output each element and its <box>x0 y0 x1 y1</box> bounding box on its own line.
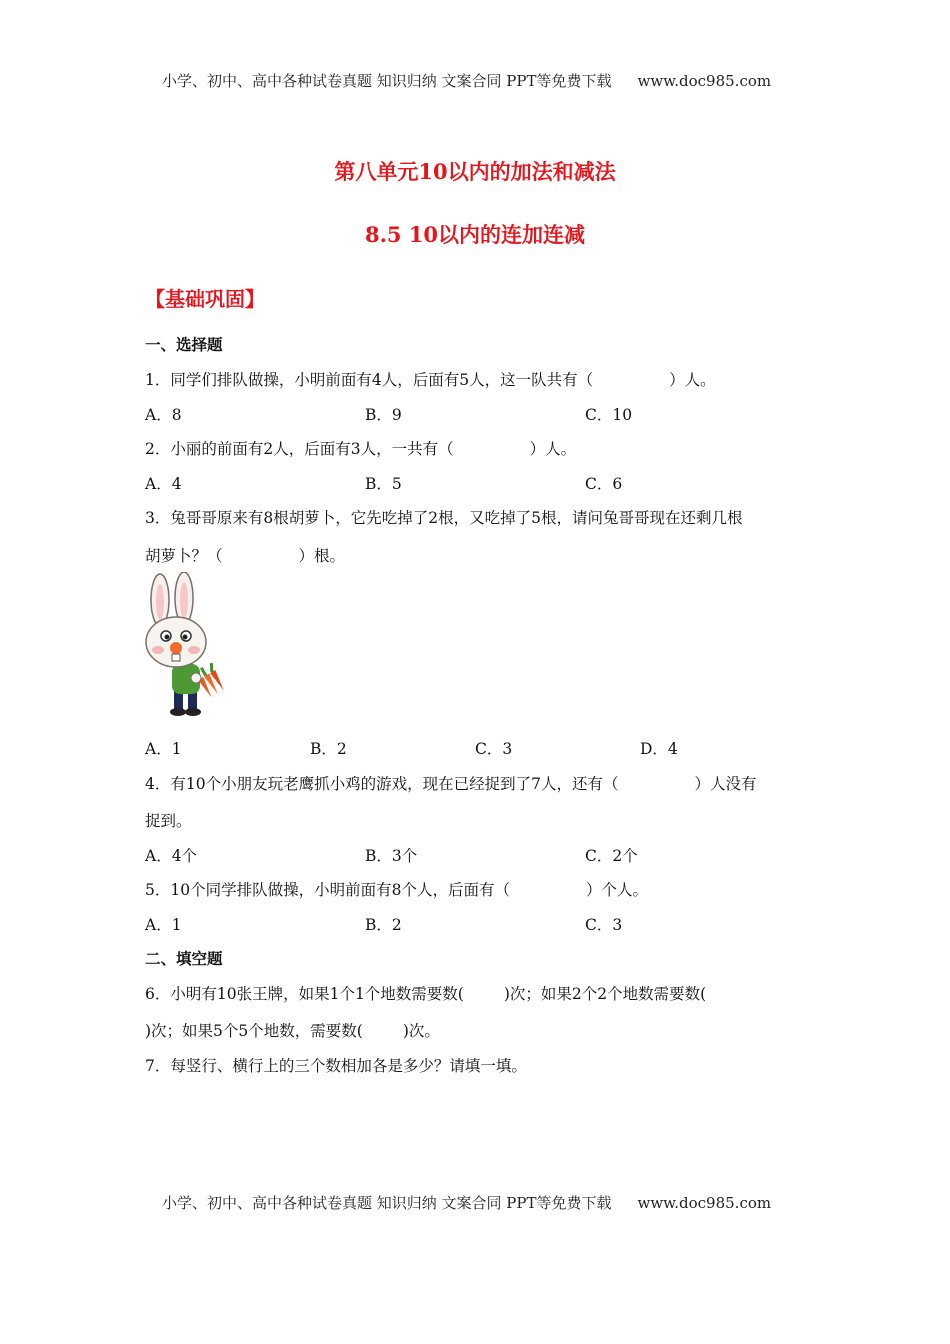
section-heading: 【基础巩固】 <box>145 287 265 311</box>
q4-text-end: ）人没有 <box>694 775 757 793</box>
question-3-line2 <box>145 544 345 566</box>
page-header <box>162 70 771 91</box>
q6-text-b: )次；如果2个2个地数需要数( <box>503 985 707 1003</box>
header-site-link[interactable]: www.doc985.com <box>637 72 772 90</box>
q2-text-end: ）人。 <box>529 440 577 458</box>
q3-text-end: ）根。 <box>298 547 346 565</box>
q3-option-c[interactable]: C．3 <box>475 740 513 758</box>
rabbit-carrot-illustration <box>140 572 230 722</box>
q4-text: 4．有10个小朋友玩老鹰抓小鸡的游戏，现在已经捉到了7人，还有（ <box>145 775 619 793</box>
q3-text: 胡萝卜？（ <box>145 547 223 565</box>
question-6-line2 <box>145 1019 440 1041</box>
q5-option-b[interactable]: B．2 <box>365 916 402 934</box>
q1-text: 1．同学们排队做操，小明前面有4人，后面有5人，这一队共有（ <box>145 371 594 389</box>
part2-heading: 二、填空题 <box>145 949 223 968</box>
question-3: 3．兔哥哥原来有8根胡萝卜，它先吃掉了2根，又吃掉了5根，请问兔哥哥现在还剩几根 <box>145 509 743 527</box>
q3-option-b[interactable]: B．2 <box>310 740 347 758</box>
q6-text-d: )次。 <box>402 1022 440 1040</box>
lesson-title: 8.5 10以内的连加连减 <box>364 222 586 247</box>
q3-option-d[interactable]: D．4 <box>640 740 678 758</box>
footer-text: 小学、初中、高中各种试卷真题 知识归纳 文案合同 PPT等免费下载 <box>162 1194 612 1212</box>
q2-option-c[interactable]: C．6 <box>585 475 623 493</box>
question-6 <box>145 982 706 1004</box>
question-5 <box>145 878 648 900</box>
q2-option-a[interactable]: A．4 <box>145 475 182 493</box>
q5-text: 5．10个同学排队做操，小明前面有8个人，后面有（ <box>145 881 510 899</box>
question-7: 7．每竖行、横行上的三个数相加各是多少？请填一填。 <box>145 1057 527 1075</box>
header-text: 小学、初中、高中各种试卷真题 知识归纳 文案合同 PPT等免费下载 <box>162 72 612 90</box>
q1-option-b[interactable]: B．9 <box>365 406 402 424</box>
q6-text-a: 6．小明有10张王牌，如果1个1个地数需要数( <box>145 985 464 1003</box>
footer-site-link[interactable]: www.doc985.com <box>637 1194 772 1212</box>
question-2 <box>145 437 576 459</box>
unit-title: 第八单元10以内的加法和减法 <box>334 159 616 184</box>
q4-option-c[interactable]: C．2个 <box>585 847 638 865</box>
q1-option-a[interactable]: A．8 <box>145 406 182 424</box>
question-4-line2: 捉到。 <box>145 812 192 830</box>
q1-option-c[interactable]: C．10 <box>585 406 633 424</box>
question-4 <box>145 772 756 794</box>
question-1 <box>145 368 716 390</box>
q6-text-c: )次；如果5个5个地数，需要数( <box>145 1022 363 1040</box>
q1-text-end: ）人。 <box>669 371 716 389</box>
q2-option-b[interactable]: B．5 <box>365 475 402 493</box>
q3-option-a[interactable]: A．1 <box>145 740 182 758</box>
page-footer <box>162 1192 771 1213</box>
part1-heading: 一、选择题 <box>145 335 223 354</box>
q5-text-end: ）个人。 <box>585 881 648 899</box>
q2-text: 2．小丽的前面有2人，后面有3人，一共有（ <box>145 440 454 458</box>
q4-option-a[interactable]: A．4个 <box>145 847 198 865</box>
q5-option-a[interactable]: A．1 <box>145 916 182 934</box>
q4-option-b[interactable]: B．3个 <box>365 847 418 865</box>
q5-option-c[interactable]: C．3 <box>585 916 623 934</box>
